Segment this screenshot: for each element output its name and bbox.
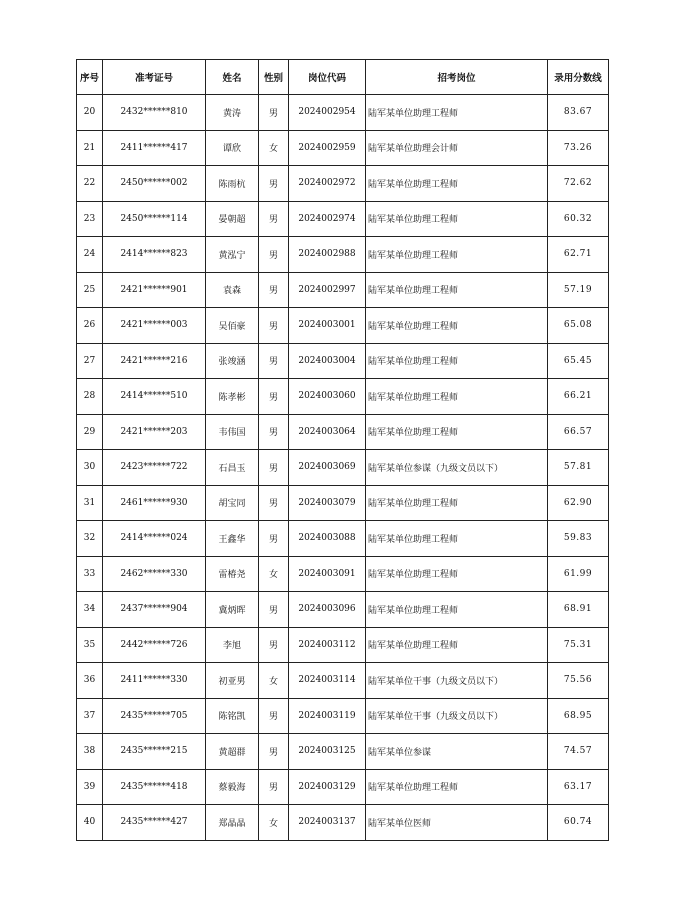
gender-cell: 男	[259, 308, 289, 344]
name-cell: 王鑫华	[206, 521, 259, 557]
gender-cell: 男	[259, 237, 289, 273]
position-code-cell: 2024002997	[289, 272, 366, 308]
position-cell: 陆军某单位助理工程师	[366, 343, 548, 379]
name-cell: 吴佰豪	[206, 308, 259, 344]
score-cell: 66.57	[548, 414, 609, 450]
gender-cell: 男	[259, 272, 289, 308]
position-cell: 陆军某单位助理工程师	[366, 592, 548, 628]
position-code-cell: 2024003004	[289, 343, 366, 379]
serial-cell: 21	[77, 130, 103, 166]
serial-cell: 37	[77, 698, 103, 734]
name-cell: 初亚男	[206, 663, 259, 699]
name-cell: 雷椿尧	[206, 556, 259, 592]
gender-cell: 女	[259, 556, 289, 592]
score-cell: 63.17	[548, 769, 609, 805]
position-code-cell: 2024003114	[289, 663, 366, 699]
serial-cell: 32	[77, 521, 103, 557]
header-name: 姓名	[206, 60, 259, 95]
score-cell: 61.99	[548, 556, 609, 592]
header-exam-id: 准考证号	[103, 60, 206, 95]
score-cell: 68.91	[548, 592, 609, 628]
name-cell: 冀炳晖	[206, 592, 259, 628]
score-cell: 59.83	[548, 521, 609, 557]
position-cell: 陆军某单位助理工程师	[366, 414, 548, 450]
exam-id-cell: 2414******823	[103, 237, 206, 273]
name-cell: 郑晶晶	[206, 805, 259, 841]
gender-cell: 男	[259, 379, 289, 415]
exam-id-cell: 2462******330	[103, 556, 206, 592]
position-code-cell: 2024002988	[289, 237, 366, 273]
position-code-cell: 2024003137	[289, 805, 366, 841]
score-cell: 68.95	[548, 698, 609, 734]
position-cell: 陆军某单位干事（九级文员以下）	[366, 663, 548, 699]
header-score: 录用分数线	[548, 60, 609, 95]
position-cell: 陆军某单位参谋	[366, 734, 548, 770]
table-row	[77, 343, 609, 379]
exam-id-cell: 2432******810	[103, 95, 206, 131]
position-code-cell: 2024003001	[289, 308, 366, 344]
table-row	[77, 450, 609, 486]
table-row	[77, 698, 609, 734]
serial-cell: 23	[77, 201, 103, 237]
name-cell: 黄泓宁	[206, 237, 259, 273]
serial-cell: 20	[77, 95, 103, 131]
gender-cell: 男	[259, 592, 289, 628]
name-cell: 张竣涵	[206, 343, 259, 379]
exam-id-cell: 2421******203	[103, 414, 206, 450]
position-cell: 陆军某单位助理工程师	[366, 272, 548, 308]
position-code-cell: 2024002972	[289, 166, 366, 202]
gender-cell: 女	[259, 130, 289, 166]
score-cell: 73.26	[548, 130, 609, 166]
name-cell: 陈雨杭	[206, 166, 259, 202]
serial-cell: 40	[77, 805, 103, 841]
name-cell: 晏朝超	[206, 201, 259, 237]
gender-cell: 男	[259, 734, 289, 770]
position-cell: 陆军某单位助理工程师	[366, 485, 548, 521]
gender-cell: 女	[259, 805, 289, 841]
name-cell: 黄超群	[206, 734, 259, 770]
gender-cell: 男	[259, 343, 289, 379]
table-row	[77, 201, 609, 237]
table-row	[77, 95, 609, 131]
position-cell: 陆军某单位助理工程师	[366, 237, 548, 273]
gender-cell: 男	[259, 450, 289, 486]
position-code-cell: 2024003088	[289, 521, 366, 557]
name-cell: 谭欣	[206, 130, 259, 166]
table-row	[77, 556, 609, 592]
position-cell: 陆军某单位医师	[366, 805, 548, 841]
serial-cell: 24	[77, 237, 103, 273]
exam-id-cell: 2450******114	[103, 201, 206, 237]
table-row	[77, 805, 609, 841]
score-table-container	[76, 59, 608, 841]
position-code-cell: 2024003060	[289, 379, 366, 415]
serial-cell: 30	[77, 450, 103, 486]
score-cell: 62.71	[548, 237, 609, 273]
serial-cell: 35	[77, 627, 103, 663]
exam-id-cell: 2414******024	[103, 521, 206, 557]
name-cell: 蔡毅海	[206, 769, 259, 805]
gender-cell: 男	[259, 769, 289, 805]
exam-id-cell: 2442******726	[103, 627, 206, 663]
score-cell: 74.57	[548, 734, 609, 770]
gender-cell: 女	[259, 663, 289, 699]
position-code-cell: 2024003064	[289, 414, 366, 450]
position-cell: 陆军某单位助理工程师	[366, 627, 548, 663]
name-cell: 李旭	[206, 627, 259, 663]
table-row	[77, 414, 609, 450]
table-row	[77, 734, 609, 770]
name-cell: 胡宝同	[206, 485, 259, 521]
position-cell: 陆军某单位参谋（九级文员以下）	[366, 450, 548, 486]
exam-id-cell: 2421******003	[103, 308, 206, 344]
score-cell: 75.56	[548, 663, 609, 699]
score-cell: 75.31	[548, 627, 609, 663]
serial-cell: 26	[77, 308, 103, 344]
serial-cell: 27	[77, 343, 103, 379]
name-cell: 黄涛	[206, 95, 259, 131]
gender-cell: 男	[259, 95, 289, 131]
exam-id-cell: 2461******930	[103, 485, 206, 521]
exam-id-cell: 2435******418	[103, 769, 206, 805]
header-position: 招考岗位	[366, 60, 548, 95]
serial-cell: 36	[77, 663, 103, 699]
header-position-code: 岗位代码	[289, 60, 366, 95]
position-cell: 陆军某单位助理工程师	[366, 95, 548, 131]
name-cell: 石昌玉	[206, 450, 259, 486]
exam-id-cell: 2435******215	[103, 734, 206, 770]
position-cell: 陆军某单位助理工程师	[366, 521, 548, 557]
score-cell: 62.90	[548, 485, 609, 521]
position-cell: 陆军某单位助理工程师	[366, 308, 548, 344]
table-row	[77, 521, 609, 557]
position-code-cell: 2024002959	[289, 130, 366, 166]
score-table	[76, 59, 609, 841]
gender-cell: 男	[259, 414, 289, 450]
serial-cell: 31	[77, 485, 103, 521]
position-cell: 陆军某单位助理工程师	[366, 556, 548, 592]
table-body	[77, 95, 609, 841]
table-row	[77, 769, 609, 805]
name-cell: 陈铭凯	[206, 698, 259, 734]
table-row	[77, 272, 609, 308]
score-cell: 60.74	[548, 805, 609, 841]
position-code-cell: 2024003079	[289, 485, 366, 521]
score-cell: 60.32	[548, 201, 609, 237]
position-code-cell: 2024003096	[289, 592, 366, 628]
table-row	[77, 166, 609, 202]
header-serial: 序号	[77, 60, 103, 95]
position-code-cell: 2024003119	[289, 698, 366, 734]
table-row	[77, 237, 609, 273]
table-row	[77, 485, 609, 521]
score-cell: 65.45	[548, 343, 609, 379]
table-row	[77, 663, 609, 699]
score-cell: 83.67	[548, 95, 609, 131]
serial-cell: 29	[77, 414, 103, 450]
name-cell: 袁森	[206, 272, 259, 308]
serial-cell: 33	[77, 556, 103, 592]
score-cell: 57.19	[548, 272, 609, 308]
name-cell: 陈孝彬	[206, 379, 259, 415]
table-row	[77, 627, 609, 663]
position-code-cell: 2024003125	[289, 734, 366, 770]
header-gender: 性别	[259, 60, 289, 95]
position-code-cell: 2024002974	[289, 201, 366, 237]
exam-id-cell: 2414******510	[103, 379, 206, 415]
score-cell: 65.08	[548, 308, 609, 344]
position-code-cell: 2024003091	[289, 556, 366, 592]
position-code-cell: 2024003069	[289, 450, 366, 486]
position-cell: 陆军某单位助理工程师	[366, 166, 548, 202]
serial-cell: 39	[77, 769, 103, 805]
serial-cell: 22	[77, 166, 103, 202]
table-row	[77, 130, 609, 166]
exam-id-cell: 2435******427	[103, 805, 206, 841]
exam-id-cell: 2421******216	[103, 343, 206, 379]
gender-cell: 男	[259, 166, 289, 202]
serial-cell: 25	[77, 272, 103, 308]
position-cell: 陆军某单位干事（九级文员以下）	[366, 698, 548, 734]
position-code-cell: 2024003112	[289, 627, 366, 663]
gender-cell: 男	[259, 485, 289, 521]
exam-id-cell: 2450******002	[103, 166, 206, 202]
score-cell: 72.62	[548, 166, 609, 202]
serial-cell: 34	[77, 592, 103, 628]
gender-cell: 男	[259, 201, 289, 237]
table-header-row	[77, 60, 609, 95]
gender-cell: 男	[259, 698, 289, 734]
exam-id-cell: 2411******330	[103, 663, 206, 699]
exam-id-cell: 2437******904	[103, 592, 206, 628]
position-cell: 陆军某单位助理工程师	[366, 379, 548, 415]
exam-id-cell: 2435******705	[103, 698, 206, 734]
position-cell: 陆军某单位助理工程师	[366, 201, 548, 237]
table-row	[77, 379, 609, 415]
position-cell: 陆军某单位助理工程师	[366, 769, 548, 805]
name-cell: 韦伟国	[206, 414, 259, 450]
serial-cell: 38	[77, 734, 103, 770]
score-cell: 57.81	[548, 450, 609, 486]
position-cell: 陆军某单位助理会计师	[366, 130, 548, 166]
table-row	[77, 308, 609, 344]
exam-id-cell: 2423******722	[103, 450, 206, 486]
serial-cell: 28	[77, 379, 103, 415]
position-code-cell: 2024002954	[289, 95, 366, 131]
table-row	[77, 592, 609, 628]
gender-cell: 男	[259, 521, 289, 557]
score-cell: 66.21	[548, 379, 609, 415]
exam-id-cell: 2411******417	[103, 130, 206, 166]
exam-id-cell: 2421******901	[103, 272, 206, 308]
position-code-cell: 2024003129	[289, 769, 366, 805]
gender-cell: 男	[259, 627, 289, 663]
